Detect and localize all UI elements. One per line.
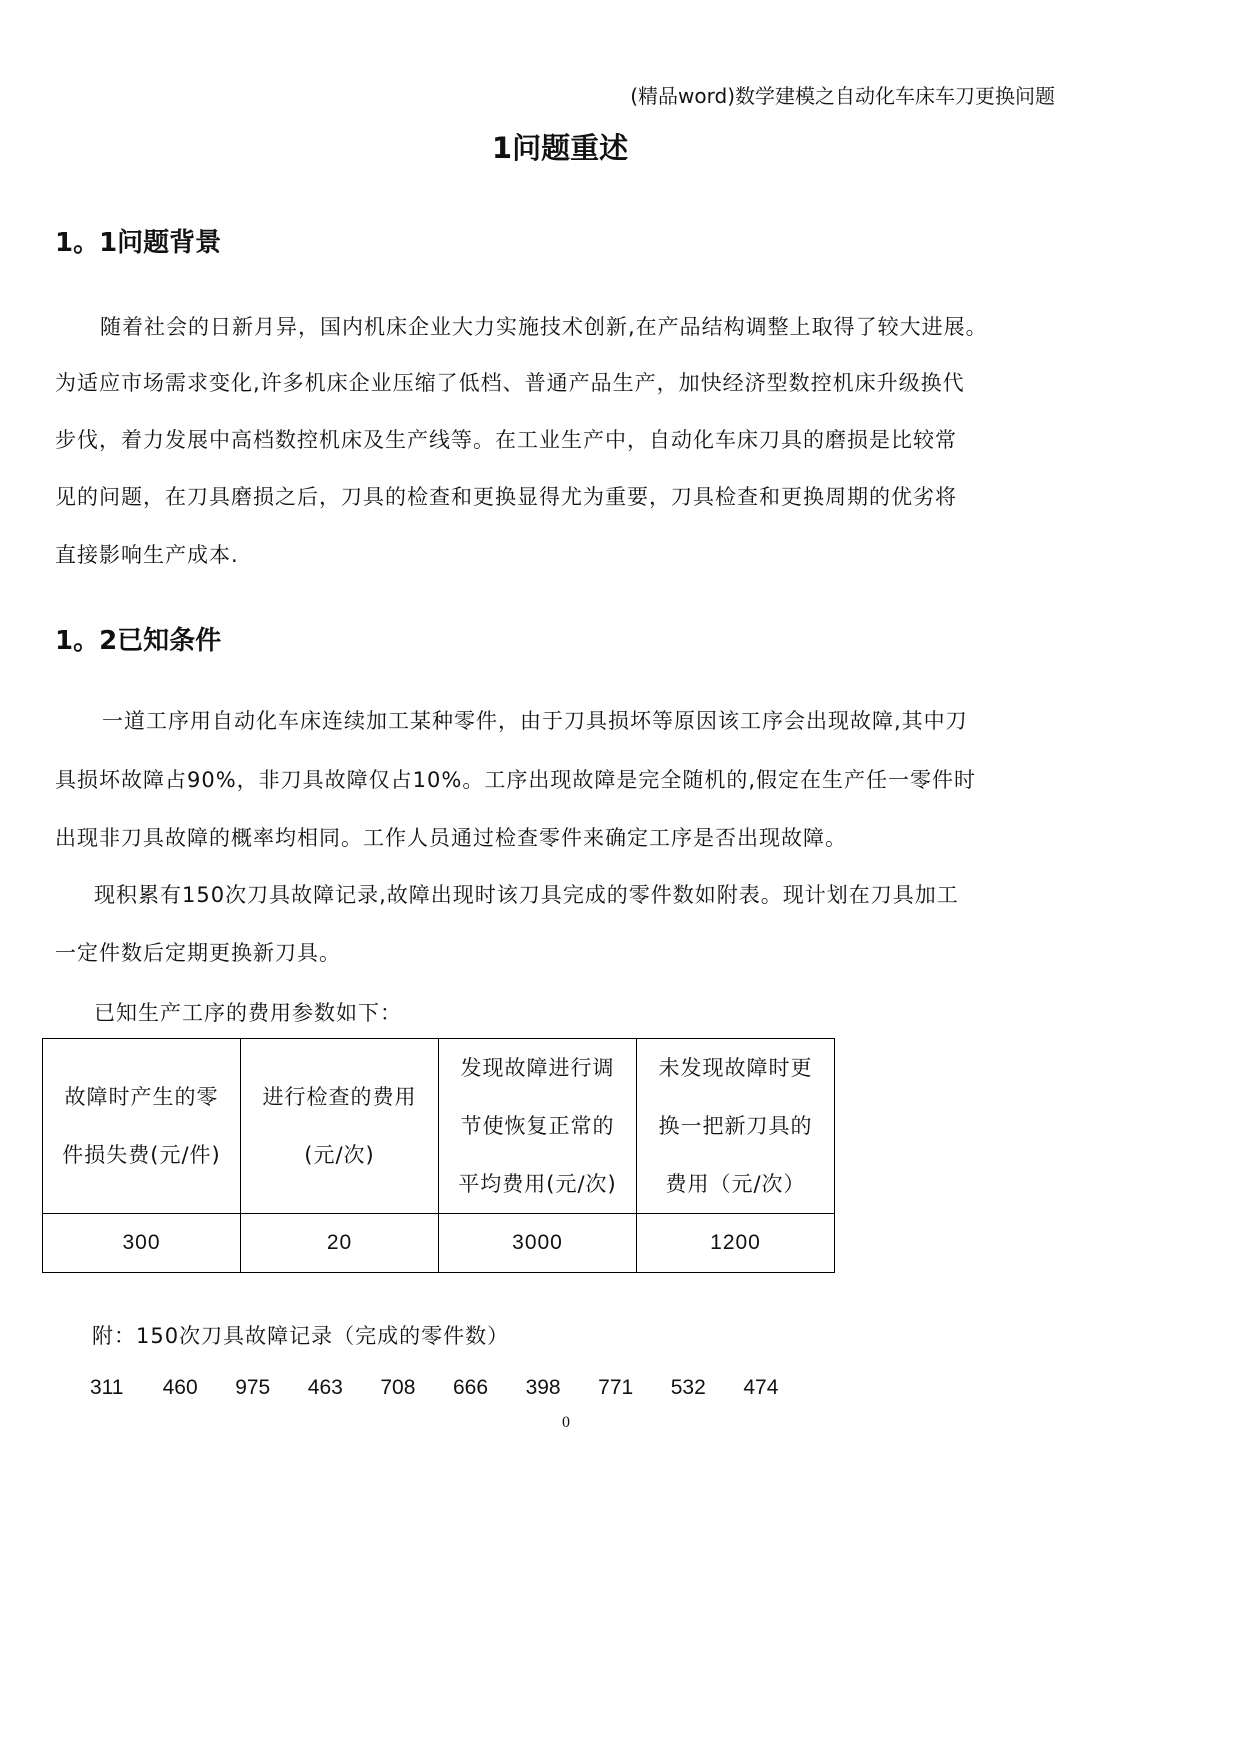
section-heading-background: 1。1问题背景 (55, 228, 222, 258)
header-line: 未发现故障时更 (658, 1056, 813, 1080)
table-cell: 20 (241, 1214, 439, 1273)
header-line: (元/次) (304, 1143, 375, 1167)
record-value: 460 (162, 1376, 198, 1399)
table-header-cell (439, 1039, 637, 1214)
failure-records-row (90, 1376, 816, 1400)
table-cell: 300 (43, 1214, 241, 1273)
table-cell: 1200 (637, 1214, 835, 1273)
record-value: 474 (743, 1376, 779, 1399)
page-number: 0 (562, 1414, 570, 1431)
table-header-cell (241, 1039, 439, 1214)
table-cell: 3000 (439, 1214, 637, 1273)
header-line: 发现故障进行调 (460, 1056, 615, 1080)
record-value: 708 (380, 1376, 416, 1399)
header-line: 故障时产生的零 (64, 1085, 219, 1109)
record-value: 463 (307, 1376, 343, 1399)
header-line: 节使恢复正常的 (460, 1114, 615, 1138)
paragraph-line: 步伐，着力发展中高档数控机床及生产线等。在工业生产中，自动化车床刀具的磨损是比较常 (55, 428, 957, 452)
paragraph-line: 具损坏故障占90%，非刀具故障仅占10%。工序出现故障是完全随机的,假定在生产任一零件时 (55, 768, 977, 792)
header-line: 件损失费(元/件) (62, 1143, 221, 1167)
cost-parameters-table (42, 1038, 835, 1273)
record-value: 666 (452, 1376, 489, 1399)
appendix-title: 附：150次刀具故障记录（完成的零件数） (92, 1324, 510, 1348)
document-header: (精品word)数学建模之自动化车床车刀更换问题 (630, 84, 1055, 108)
table-header-cell (637, 1039, 835, 1214)
paragraph-line: 为适应市场需求变化,许多机床企业压缩了低档、普通产品生产，加快经济型数控机床升级换代 (55, 371, 965, 395)
paragraph-line: 一定件数后定期更换新刀具。 (55, 941, 341, 965)
header-line: 平均费用(元/次) (458, 1172, 617, 1196)
record-value: 771 (598, 1376, 634, 1399)
paragraph-line: 直接影响生产成本. (55, 543, 239, 567)
paragraph-line: 一道工序用自动化车床连续加工某种零件，由于刀具损坏等原因该工序会出现故障,其中刀 (102, 709, 968, 733)
header-line: 进行检查的费用 (262, 1085, 417, 1109)
table-header-cell (43, 1039, 241, 1214)
record-value: 311 (90, 1376, 124, 1399)
header-line: 换一把新刀具的 (658, 1114, 813, 1138)
paragraph-line: 随着社会的日新月异，国内机床企业大力实施技术创新,在产品结构调整上取得了较大进展。 (100, 315, 988, 339)
table-intro: 已知生产工序的费用参数如下： (94, 1001, 402, 1025)
record-value: 975 (235, 1376, 271, 1399)
paragraph-line: 出现非刀具故障的概率均相同。工作人员通过检查零件来确定工序是否出现故障。 (55, 826, 847, 850)
paragraph-line: 现积累有150次刀具故障记录,故障出现时该刀具完成的零件数如附表。现计划在刀具加工 (94, 883, 959, 907)
record-value: 398 (525, 1376, 561, 1399)
section-heading-conditions: 1。2已知条件 (55, 626, 222, 656)
paragraph-line: 见的问题，在刀具磨损之后，刀具的检查和更换显得尤为重要，刀具检查和更换周期的优劣将 (55, 485, 957, 509)
table-row (43, 1214, 835, 1273)
page-title: 1问题重述 (491, 131, 629, 165)
table-header-row (43, 1039, 835, 1214)
header-line: 费用（元/次） (665, 1172, 806, 1196)
record-value: 532 (670, 1376, 706, 1399)
